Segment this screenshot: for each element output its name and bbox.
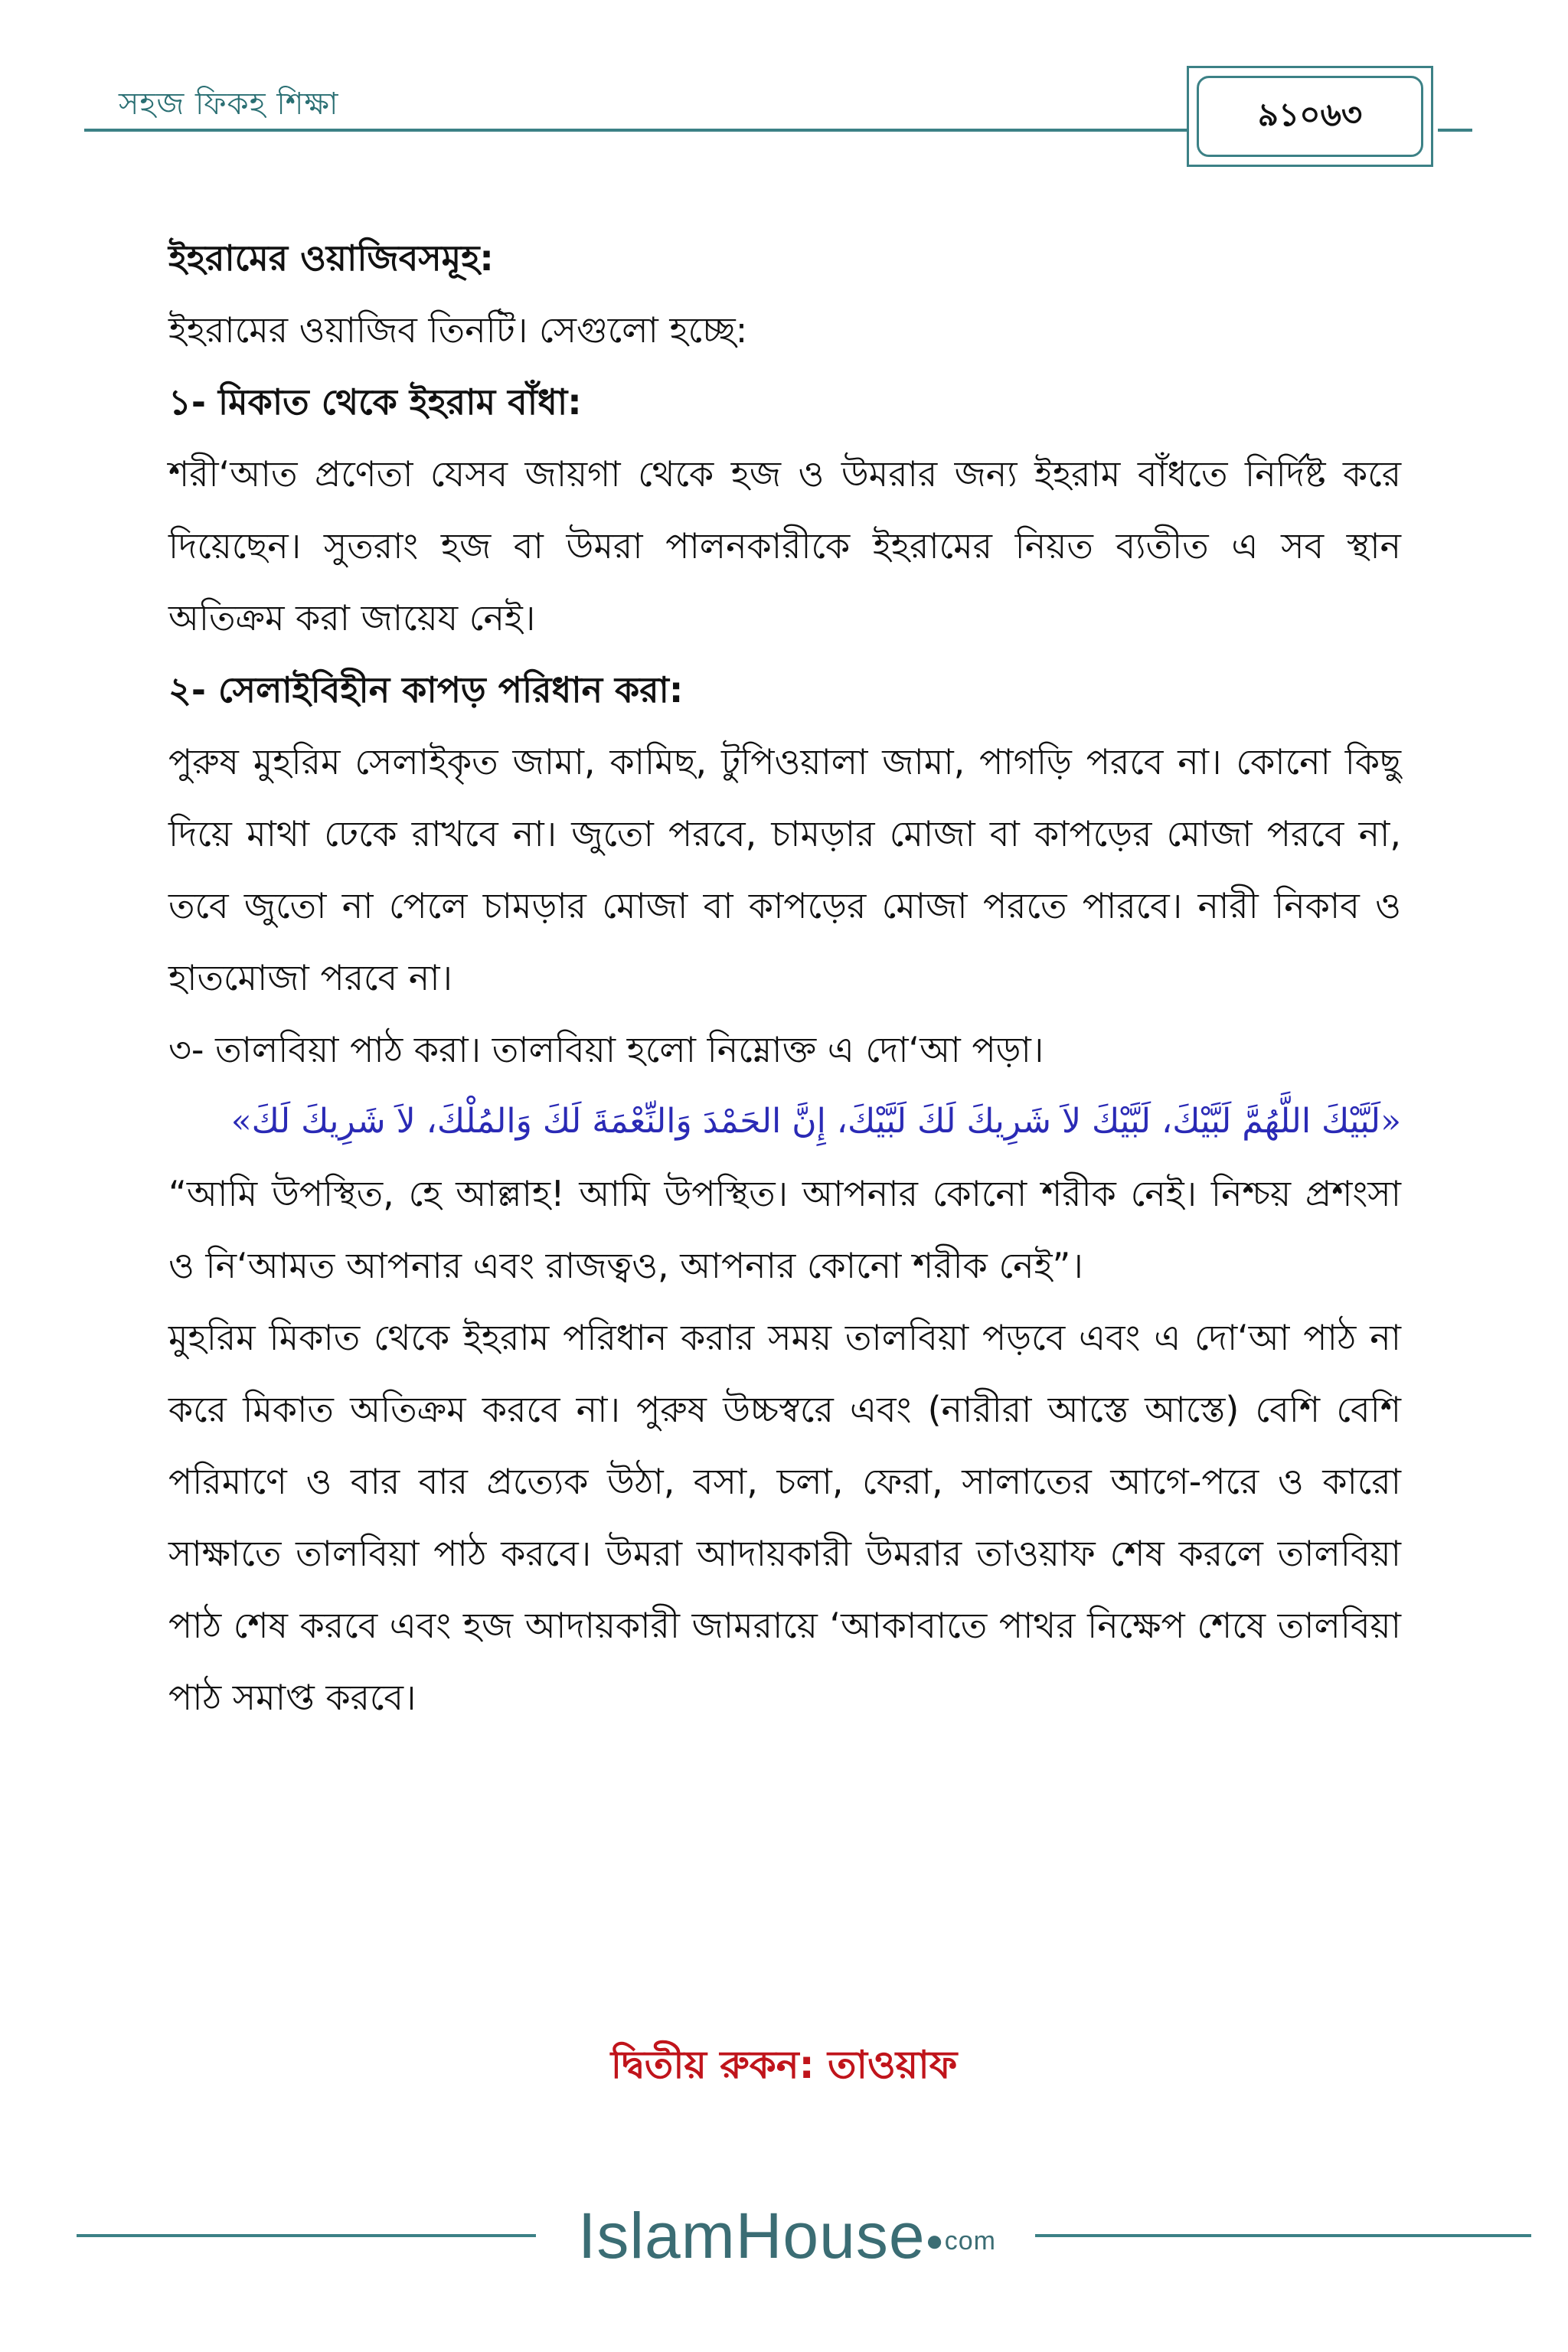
- header-divider-end: [1438, 129, 1472, 132]
- page-number: ৯১০৬৩: [1197, 76, 1423, 157]
- item-3-text: ৩- তালবিয়া পাঠ করা। তালবিয়া হলো নিম্নোক্ত এ দো‘আ পড়া।: [168, 1029, 1044, 1070]
- page-number-box: [1187, 66, 1433, 167]
- intro-text: ইহরামের ওয়াজিব তিনটি। সেগুলো হচ্ছে:: [168, 309, 748, 351]
- closing-paragraph: মুহরিম মিকাত থেকে ইহরাম পরিধান করার সময় তালবিয়া পড়বে এবং এ দো‘আ পাঠ না করে মিকাত অতিক্রম করবে না। পুরুষ উচ্চস্বরে এবং (নারীরা আস্তে আস্তে) বেশি বেশি পরিমাণে ও বার বার প্রত্যেক উঠা, বসা, চলা, ফেরা, সালাতের আগে-পরে ও কারো সাক্ষাতে তালবিয়া পাঠ করবে। উমরা আদায়কারী উমরার তাওয়াফ শেষ করলে তালবিয়া পাঠ শেষ করবে এবং হজ আদায়কারী জামরায়ে ‘আকাবাতে পাথর নিক্ষেপ শেষে তালবিয়া পাঠ সমাপ্ত করবে।: [168, 1317, 1401, 1718]
- talbiyah-arabic: «لَبَّيْكَ اللَّهُمَّ لَبَّيْكَ، لَبَّيْكَ لاَ شَرِيكَ لَكَ لَبَّيْكَ، إِنَّ الحَمْدَ وَالنِّعْمَةَ لَكَ وَالمُلْكَ، لاَ شَرِيكَ لَكَ»: [230, 1102, 1401, 1141]
- item-1-title: ১- মিকাত থেকে ইহরাম বাঁধা:: [168, 381, 582, 423]
- next-section-title: দ্বিতীয় রুকন: তাওয়াফ: [610, 2043, 958, 2087]
- page-body: [168, 222, 1401, 1733]
- item-1-text: শরী‘আত প্রণেতা যেসব জায়গা থেকে হজ ও উমরার জন্য ইহরাম বাঁধতে নির্দিষ্ট করে দিয়েছেন। সুতরাং হজ বা উমরা পালনকারীকে ইহরামের নিয়ত ব্যতীত এ সব স্থান অতিক্রম করা জায়েয নেই।: [168, 453, 1401, 639]
- header-divider: [84, 129, 1191, 132]
- item-2-title: ২- সেলাইবিহীন কাপড় পরিধান করা:: [168, 669, 684, 710]
- section-heading: ইহরামের ওয়াজিবসমূহ:: [168, 237, 494, 279]
- talbiyah-translation: “আমি উপস্থিত, হে আল্লাহ! আমি উপস্থিত। আপনার কোনো শরীক নেই। নিশ্চয় প্রশংসা ও নি‘আমত আপনার এবং রাজত্বও, আপনার কোনো শরীক নেই”।: [168, 1173, 1401, 1286]
- logo-suffix: com: [944, 2226, 996, 2256]
- logo-dot-icon: ●: [925, 2223, 945, 2258]
- footer-divider-right: [1035, 2234, 1531, 2237]
- logo-text: IslamHouse: [578, 2200, 926, 2272]
- book-title: সহজ ফিকহ শিক্ষা: [119, 87, 339, 122]
- islamhouse-logo: [550, 2197, 1024, 2279]
- footer-divider-left: [77, 2234, 536, 2237]
- item-2-text: পুরুষ মুহরিম সেলাইকৃত জামা, কামিছ, টুপিওয়ালা জামা, পাগড়ি পরবে না। কোনো কিছু দিয়ে মাথা ঢেকে রাখবে না। জুতো পরবে, চামড়ার মোজা বা কাপড়ের মোজা পরবে না, তবে জুতো না পেলে চামড়ার মোজা বা কাপড়ের মোজা পরতে পারবে। নারী নিকাব ও হাতমোজা পরবে না।: [168, 741, 1401, 998]
